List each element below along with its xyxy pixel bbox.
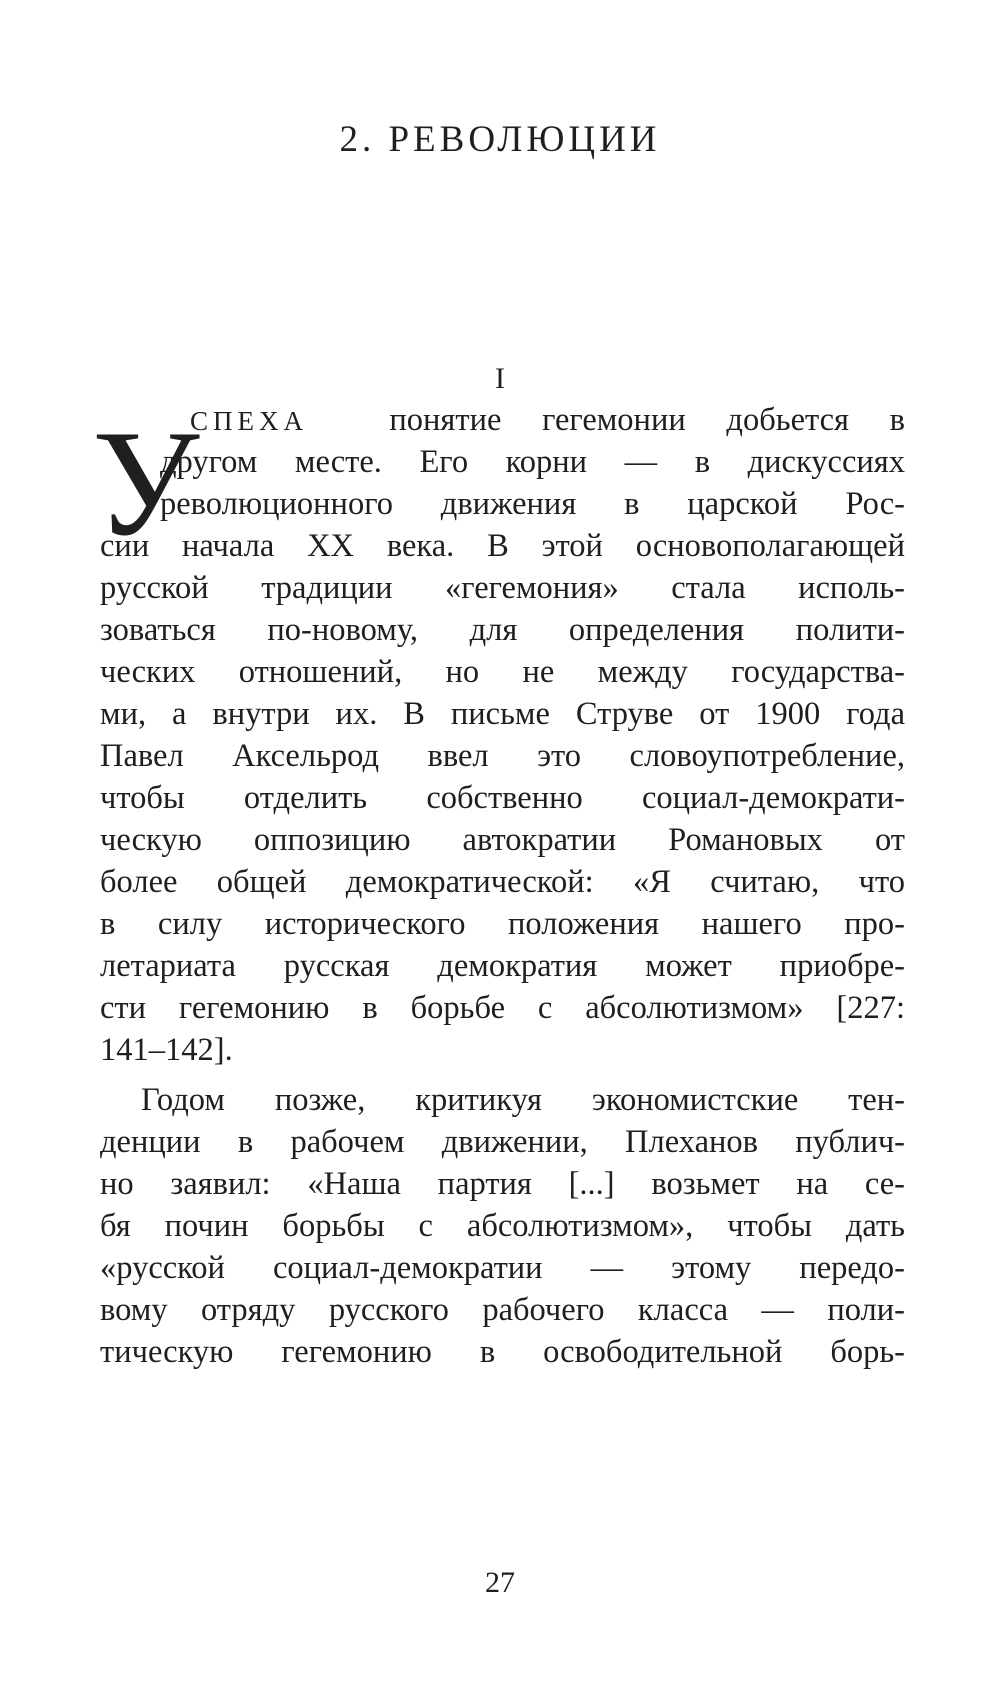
text-line: тическую гегемонию в освободительной борь-: [100, 1334, 905, 1370]
text-line: «русской социал-демократии — этому передо-: [100, 1250, 905, 1286]
text-line: другом месте. Его корни — в дискуссиях: [160, 444, 905, 480]
text-line: сии начала XX века. В этой основополагающей: [100, 528, 905, 564]
text-line: революционного движения в царской Рос-: [160, 486, 905, 522]
text-line-rest: понятие гегемонии добьется в: [389, 402, 906, 438]
text-line: русской традиции «гегемония» стала исполь-: [100, 570, 905, 606]
text-line: летариата русская демократия может приобре-: [100, 948, 905, 984]
text-line: ческую оппозицию автократии Романовых от: [100, 822, 905, 858]
text-line: ческих отношений, но не между государства-: [100, 654, 905, 690]
text-line: в силу исторического положения нашего про-: [100, 906, 905, 942]
drop-cap: У: [92, 399, 200, 567]
text-line: сти гегемонию в борьбе с абсолютизмом» [227:: [100, 990, 905, 1026]
text-line: Павел Аксельрод ввел это словоупотребление,: [100, 738, 905, 774]
chapter-title: 2. РЕВОЛЮЦИИ: [339, 119, 661, 160]
section-number: I: [495, 362, 505, 395]
text-line: денции в рабочем движении, Плеханов публич-: [100, 1124, 905, 1160]
text-line: зоваться по-новому, для определения полити-: [100, 612, 905, 648]
text-line: чтобы отделить собственно социал-демократи-: [100, 780, 905, 816]
text-line: бя почин борьбы с абсолютизмом», чтобы дать: [100, 1208, 905, 1244]
text-line: вому отряду русского рабочего класса — поли-: [100, 1292, 905, 1328]
first-word-small-caps: СПЕХА: [190, 406, 308, 436]
text-line: [190, 400, 905, 440]
page-number: 27: [485, 1566, 515, 1599]
text-line: но заявил: «Наша партия [...] возьмет на се-: [100, 1166, 905, 1202]
text-line: 141–142].: [100, 1032, 233, 1068]
text-line: Годом позже, критикуя экономистские тен-: [141, 1082, 905, 1118]
text-line: более общей демократической: «Я считаю, что: [100, 864, 905, 900]
text-line: ми, а внутри их. В письме Струве от 1900 года: [100, 696, 905, 732]
